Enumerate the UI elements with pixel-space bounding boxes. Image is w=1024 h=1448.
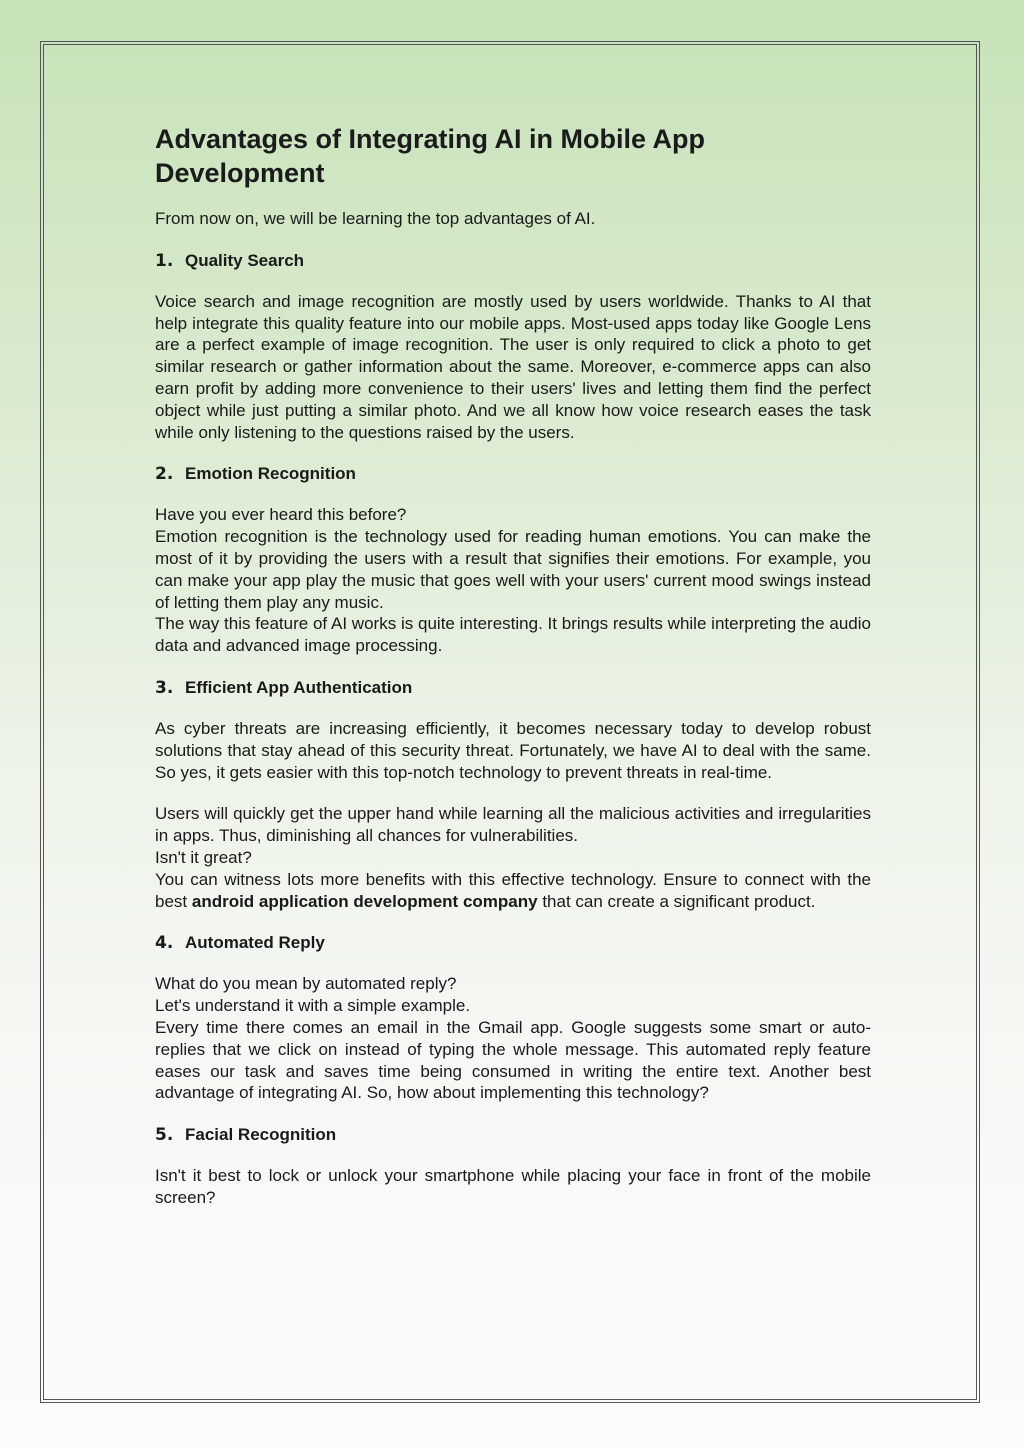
section-number: 2. [155,464,174,485]
section-paragraph: Isn't it best to lock or unlock your smartphone while placing your face in front of the mobile screen? [155,1166,871,1207]
section-heading-automated-reply [155,932,871,954]
section-paragraph: Users will quickly get the upper hand while learning all the malicious activities and irregularities in apps. Thus, diminishing all chances for vulnerabilities. [155,804,871,846]
bold-phrase: android application development company [191,891,538,911]
section-paragraph: Isn't it great? [155,847,252,867]
page-title: Advantages of Integrating AI in Mobile App Development [155,124,706,188]
paragraph-text: You can witness lots more benefits with this effective technology. Ensure to connect with the best [155,869,871,911]
section-number: 1. [155,250,174,271]
section-title: Efficient App Authentication [185,677,413,697]
intro-paragraph: From now on, we will be learning the top advantages of AI. [155,209,596,228]
section-heading-facial-recognition [155,1124,871,1146]
section-title: Facial Recognition [185,1125,337,1145]
section-paragraph: As cyber threats are increasing efficiently, it becomes necessary today to develop robust solutions that stay ahead of this security threat. Fortunately, we have AI to deal with the same. So yes, it gets easier with this top-notch technology to prevent threats in real-time. [155,718,871,782]
section-heading-emotion-recognition [155,463,871,485]
section-title: Automated Reply [185,933,325,953]
section-paragraph: Let's understand it with a simple example. [155,996,471,1016]
section-paragraph: Have you ever heard this before? [155,505,407,525]
section-number: 3. [155,677,174,698]
section-paragraph: The way this feature of AI works is quite interesting. It brings results while interpreting the audio data and advanced image processing. [155,614,871,656]
section-number: 5. [155,1125,174,1146]
section-heading-quality-search [155,250,871,272]
section-paragraph: Voice search and image recognition are mostly used by users worldwide. Thanks to AI that help integrate this quality feature into our mobile apps. Most-used apps today like Google Lens are a perfect example of image recognition. The user is only required to click a photo to get similar research or gather information about the same. Moreover, e-commerce apps can also earn profit by adding more convenience to their users' lives and letting them find the perfect object while just putting a similar photo. And we all know how voice research eases the task while only listening to the questions raised by the users. [155,291,871,442]
section-paragraph: Every time there comes an email in the Gmail app. Google suggests some smart or auto-replies that we click on instead of typing the whole message. This automated reply feature eases our task and saves time being consumed in writing the entire text. Another best advantage of integrating AI. So, how about implementing this technology? [155,1017,871,1103]
section-title: Emotion Recognition [185,464,356,484]
section-title: Quality Search [185,250,305,270]
document-body [155,122,871,1209]
section-paragraph [155,869,871,913]
section-heading-efficient-app-authentication [155,677,871,699]
section-paragraph: What do you mean by automated reply? [155,974,457,994]
section-paragraph: Emotion recognition is the technology used for reading human emotions. You can make the most of it by providing the users with a result that signifies their emotions. For example, you can make your app play the music that goes well with your users' current mood swings instead of letting them play any music. [155,527,871,612]
paragraph-text: that can create a significant product. [537,891,816,911]
section-number: 4. [155,933,174,954]
